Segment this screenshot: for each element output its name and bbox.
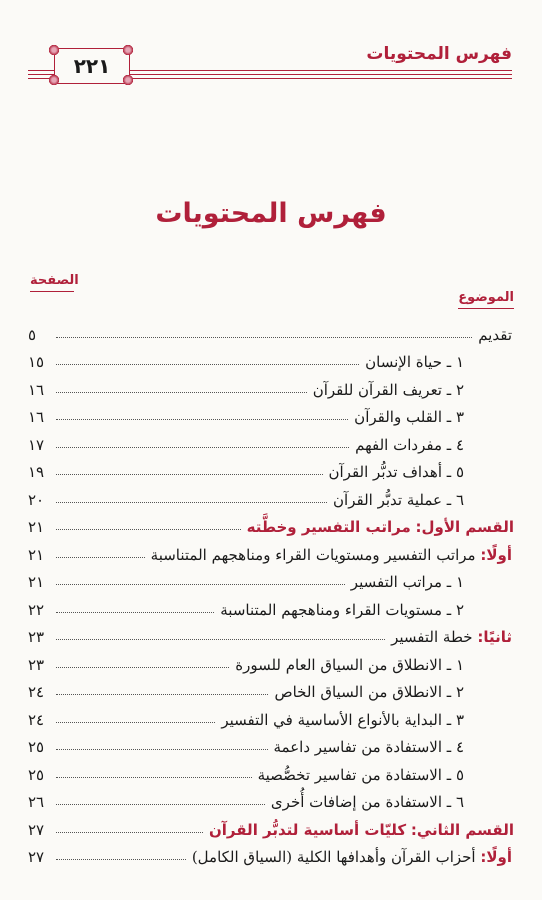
toc-entry-label: ٢ ـ الانطلاق من السياق الخاص xyxy=(274,683,464,701)
dot-leader xyxy=(56,557,145,558)
toc-entry-label: ٥ ـ الاستفادة من تفاسير تخصُّصية xyxy=(257,765,464,784)
toc-entry-page: ١٩ xyxy=(28,463,45,481)
flower-ornament-icon xyxy=(48,74,60,86)
toc-entry-page: ٢٥ xyxy=(28,765,45,784)
toc-entry-page: ٢٦ xyxy=(28,793,45,811)
toc-subsection-label: أولًا: أحزاب القرآن وأهدافها الكلية (السياق الكامل) xyxy=(191,848,512,866)
toc-row[interactable] xyxy=(28,371,514,399)
toc-entry-page: ٢١ xyxy=(28,545,45,564)
toc-row[interactable] xyxy=(28,839,514,867)
toc-entry-page: ١٦ xyxy=(28,408,45,426)
dot-leader xyxy=(56,667,229,668)
toc-subsection-label: ثانيًا: خطة التفسير xyxy=(391,628,512,646)
toc-row[interactable] xyxy=(28,619,514,647)
toc-list xyxy=(28,316,514,866)
column-header-underline xyxy=(30,291,74,292)
toc-row[interactable] xyxy=(28,811,514,839)
toc-entry-label: ١ ـ حياة الإنسان xyxy=(365,353,464,371)
toc-row[interactable] xyxy=(28,481,514,509)
toc-entry-label: ٣ ـ القلب والقرآن xyxy=(354,408,464,426)
dot-leader xyxy=(56,777,252,778)
dot-leader xyxy=(56,694,268,695)
toc-row[interactable] xyxy=(28,646,514,674)
toc-row[interactable] xyxy=(28,591,514,619)
dot-leader xyxy=(56,392,307,393)
flower-ornament-icon xyxy=(122,44,134,56)
page-number-box xyxy=(54,48,130,84)
toc-entry-label: تقديم xyxy=(478,325,512,344)
toc-entry-page: ٢٥ xyxy=(28,738,45,756)
column-header-topic: الموضوع xyxy=(458,290,514,305)
toc-entry-page: ١٧ xyxy=(28,435,45,454)
dot-leader xyxy=(56,529,241,530)
toc-entry-page: ٢٤ xyxy=(28,710,45,729)
column-header-page: الصفحة xyxy=(30,273,79,288)
dot-leader xyxy=(56,419,348,420)
dot-leader xyxy=(56,804,265,805)
toc-entry-page: ٢١ xyxy=(28,573,45,591)
toc-row[interactable] xyxy=(28,344,514,372)
toc-section-label: القسم الثاني: كليّات أساسية لتدبُّر القرآن xyxy=(208,820,514,839)
toc-entry-page: ٢٧ xyxy=(28,820,45,839)
dot-leader xyxy=(56,859,186,860)
toc-row[interactable] xyxy=(28,729,514,757)
toc-row[interactable] xyxy=(28,399,514,427)
page-header xyxy=(28,40,512,90)
toc-entry-label: ٤ ـ الاستفادة من تفاسير داعمة xyxy=(273,738,464,756)
toc-row[interactable] xyxy=(28,564,514,592)
toc-entry-page: ٢٣ xyxy=(28,628,45,646)
dot-leader xyxy=(56,639,385,640)
column-header-underline xyxy=(458,308,514,309)
dot-leader xyxy=(56,447,349,448)
toc-entry-page: ٢٤ xyxy=(28,683,45,701)
toc-entry-page: ١٥ xyxy=(28,353,45,371)
dot-leader xyxy=(56,612,214,613)
toc-row[interactable] xyxy=(28,784,514,812)
flower-ornament-icon xyxy=(48,44,60,56)
toc-entry-label: ٢ ـ مستويات القراء ومناهجهم المتناسبة xyxy=(220,600,464,619)
toc-entry-page: ٢٧ xyxy=(28,848,45,866)
dot-leader xyxy=(56,584,345,585)
page-title: فهرس المحتويات xyxy=(155,198,387,229)
toc-entry-label: ١ ـ مراتب التفسير xyxy=(350,573,464,591)
toc-entry-label: ٥ ـ أهداف تدبُّر القرآن xyxy=(328,463,464,481)
toc-row[interactable] xyxy=(28,674,514,702)
flower-ornament-icon xyxy=(122,74,134,86)
toc-entry-page: ٢٢ xyxy=(28,600,45,619)
toc-entry-label: ٢ ـ تعريف القرآن للقرآن xyxy=(312,380,464,399)
toc-entry-label: ٣ ـ البداية بالأنواع الأساسية في التفسير xyxy=(221,710,464,729)
toc-entry-page: ٢٠ xyxy=(28,490,45,509)
toc-entry-label: ٦ ـ عملية تدبُّر القرآن xyxy=(333,490,464,509)
toc-entry-page: ٢١ xyxy=(28,518,45,536)
dot-leader xyxy=(56,364,359,365)
dot-leader xyxy=(56,749,268,750)
toc-entry-label: ٦ ـ الاستفادة من إضافات أُخرى xyxy=(270,793,464,811)
dot-leader xyxy=(56,502,327,503)
page-number: ٢٢١ xyxy=(73,54,111,78)
toc-entry-page: ٥ xyxy=(28,325,37,344)
toc-row[interactable] xyxy=(28,536,514,564)
toc-entry-label: ١ ـ الانطلاق من السياق العام للسورة xyxy=(235,655,464,674)
dot-leader xyxy=(56,722,215,723)
running-title: فهرس المحتويات xyxy=(366,44,512,64)
toc-entry-page: ٢٣ xyxy=(28,655,45,674)
toc-row[interactable] xyxy=(28,756,514,784)
toc-subsection-label: أولًا: مراتب التفسير ومستويات القراء ومناهجهم المتناسبة xyxy=(150,545,512,564)
dot-leader xyxy=(56,337,472,338)
toc-row[interactable] xyxy=(28,426,514,454)
toc-row[interactable] xyxy=(28,701,514,729)
dot-leader xyxy=(56,474,323,475)
toc-row[interactable] xyxy=(28,454,514,482)
dot-leader xyxy=(56,832,203,833)
toc-section-label: القسم الأول: مراتب التفسير وخطَّته xyxy=(246,518,514,536)
toc-row[interactable] xyxy=(28,316,514,344)
toc-entry-page: ١٦ xyxy=(28,380,45,399)
toc-entry-label: ٤ ـ مفردات الفهم xyxy=(355,435,464,454)
toc-row[interactable] xyxy=(28,509,514,537)
